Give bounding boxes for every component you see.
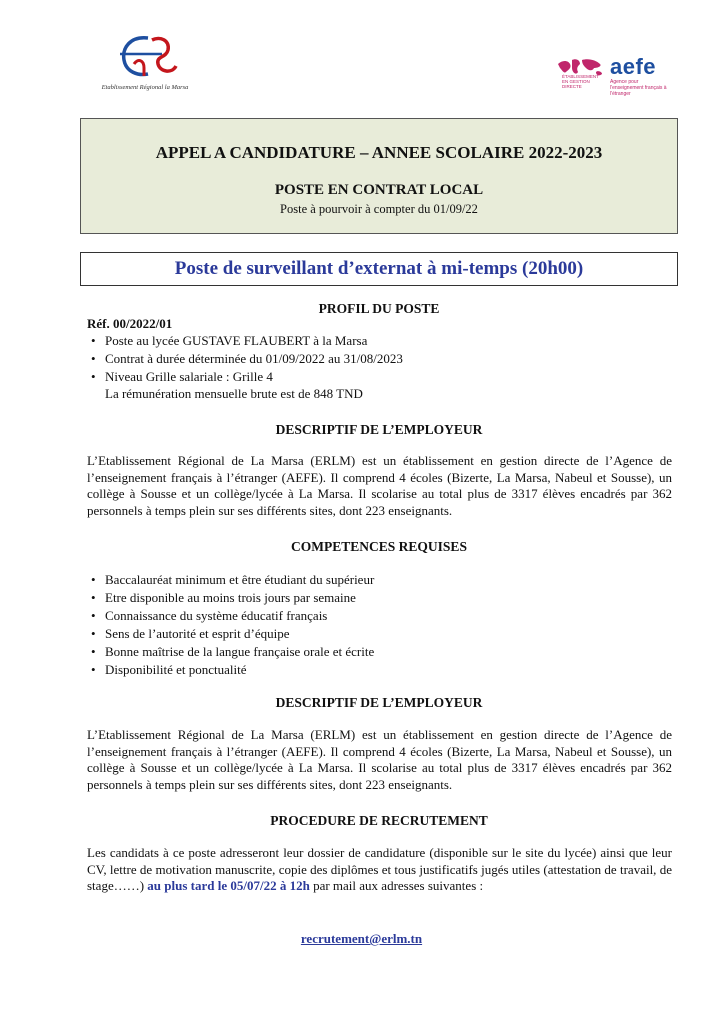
email-link[interactable]: recrutement@erlm.tn [300, 931, 423, 946]
section-title-competences: COMPETENCES REQUISES [291, 539, 467, 554]
aefe-egd-text: ÉTABLISSEMENT EN GESTION DIRECTE [562, 74, 599, 89]
poste-title-box [80, 252, 678, 286]
deadline: au plus tard le 05/07/22 à 12h [147, 878, 310, 894]
reference: Réf. 00/2022/01 [87, 316, 173, 331]
list-item: • Bonne maîtrise de la langue française orale et écrite [91, 643, 374, 661]
remuneration: La rémunération mensuelle brute est de 848 TND [105, 386, 363, 401]
aefe-brand: aefe [610, 54, 657, 79]
page-title: APPEL A CANDIDATURE – ANNEE SCOLAIRE 2022-2023 [155, 143, 603, 162]
section-title-profil: PROFIL DU POSTE [318, 301, 440, 316]
section-title-employeur: DESCRIPTIF DE L’EMPLOYEUR [275, 422, 483, 437]
procedure-paragraph [87, 845, 672, 895]
contract-type: POSTE EN CONTRAT LOCAL [274, 182, 484, 198]
list-item: • Poste au lycée GUSTAVE FLAUBERT à la Marsa [91, 332, 403, 350]
header-box [80, 118, 678, 234]
employeur-paragraph-2: L’Etablissement Régional de La Marsa (ERLM) est un établissement en gestion directe de l’Agence de l’enseignement français à l’étranger (AEFE). Il comprend 4 écoles (Bizerte, La Marsa, Nabeul et Sousse), un collège à Sousse et un collège/lycée à La Marsa. Il scolarise au total plus de 3317 élèves encadrés par 362 personnels à temps plein sur ses différents sites, dont 223 enseignants. [87, 727, 672, 792]
erlm-logo-caption: Etablissement Régional la Marsa [101, 84, 189, 91]
section-title-employeur-2: DESCRIPTIF DE L’EMPLOYEUR [275, 695, 483, 710]
list-item: • Connaissance du système éducatif français [91, 607, 374, 625]
list-item: • Contrat à durée déterminée du 01/09/2022 au 31/08/2023 [91, 350, 403, 368]
list-item: • Niveau Grille salariale : Grille 4 [91, 368, 403, 386]
erlm-logo-mark [100, 30, 190, 86]
poste-title: Poste de surveillant d’externat à mi-temps (20h00) [174, 258, 584, 279]
list-item: • Sens de l’autorité et esprit d’équipe [91, 625, 374, 643]
competences-list [91, 571, 374, 679]
procedure-text: Les candidats à ce poste adresseront leur dossier de candidature (disponible sur le site du lycée) ainsi que leur CV, lettre de motivation manuscrite, copie des diplômes et tous justificatifs jugés utiles (attestation de travail, de stage……) [87, 845, 672, 894]
aefe-logo [556, 50, 668, 100]
employeur-paragraph: L’Etablissement Régional de La Marsa (ERLM) est un établissement en gestion directe de l’Agence de l’enseignement français à l’étranger (AEFE). Il comprend 4 écoles (Bizerte, La Marsa, Nabeul et Sousse), un collège à Sousse et un collège/lycée à La Marsa. Il scolarise au total plus de 3317 élèves encadrés par 362 personnels à temps plein sur ses différents sites, dont 223 enseignants. [87, 453, 672, 518]
list-item: • Disponibilité et ponctualité [91, 661, 374, 679]
list-item: • Baccalauréat minimum et être étudiant du supérieur [91, 571, 374, 589]
list-item: • Etre disponible au moins trois jours par semaine [91, 589, 374, 607]
start-date-note: Poste à pourvoir à compter du 01/09/22 [280, 202, 478, 216]
aefe-tagline: Agence pour l'enseignement français à l'étranger [610, 79, 667, 97]
section-title-procedure: PROCEDURE DE RECRUTEMENT [270, 813, 488, 828]
profil-list [91, 332, 403, 386]
procedure-text-end: par mail aux adresses suivantes : [313, 878, 484, 894]
erlm-logo [100, 30, 190, 104]
